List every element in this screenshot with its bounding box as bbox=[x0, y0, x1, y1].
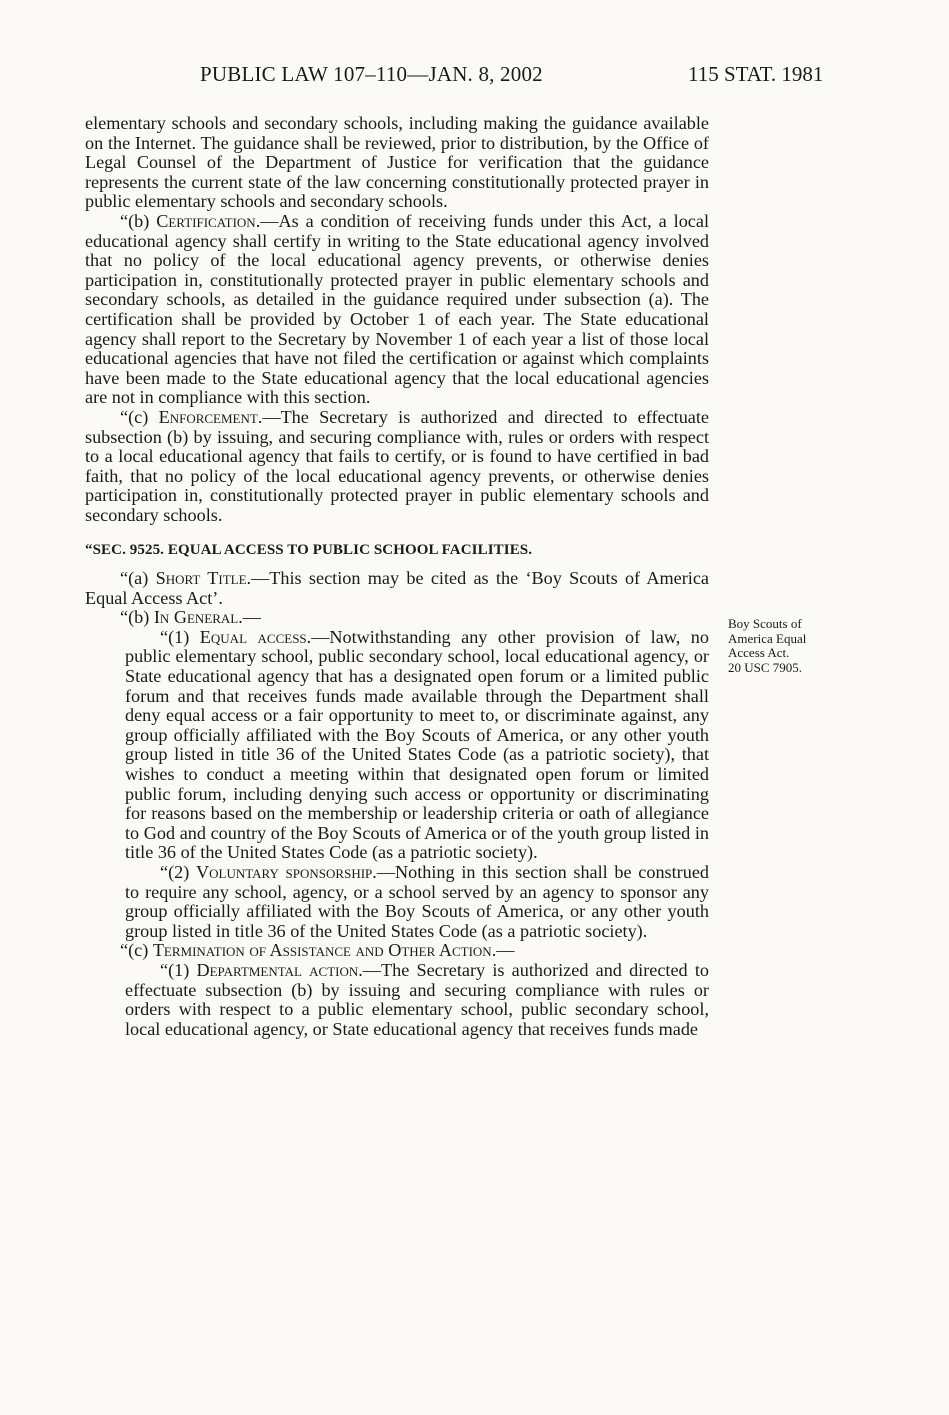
paragraph-enforcement: “(c) Enforcement.—The Secretary is authorized and directed to effectuate subsection (b) by issuing, and securing compliance with, rules or orders with respect to a local educational agency that fails to certify, or is found to have certified in bad faith, that no policy of the local educational agency prevents, or otherwise denies participation in, constitutionally protected prayer in public elementary schools and secondary schools. bbox=[85, 406, 709, 525]
subsection-heading-certification: Certification bbox=[156, 210, 256, 231]
margin-note bbox=[728, 617, 868, 675]
paragraph-in-general: “(b) In General.— bbox=[120, 607, 261, 628]
body-text-column bbox=[85, 114, 709, 1039]
paragraph-heading-equal-access: Equal access bbox=[199, 626, 307, 647]
paragraph-heading-departmental-action: Departmental action bbox=[196, 959, 359, 980]
section-heading: “SEC. 9525. EQUAL ACCESS TO PUBLIC SCHOOL FACILITIES. bbox=[85, 542, 533, 559]
paragraph-short-title: “(a) Short Title.—This section may be cited as the ‘Boy Scouts of America Equal Access Act’. bbox=[85, 568, 710, 608]
margin-note-usc-citation: 20 USC 7905. bbox=[728, 659, 803, 675]
paragraph-equal-access: “(1) Equal access.—Notwithstanding any other provision of law, no public elementary school, public secondary school, local educational agency, or State educational agency that has a designated open forum or a limited public forum and that receives funds made available through the Department shall deny equal access or a fair opportunity to meet to, or discriminate against, any group officially affiliated with the Boy Scouts of America, or any other youth group listed in title 36 of the United States Code (as a patriotic society), that wishes to conduct a meeting within that designated open forum or limited public forum, including denying such access or opportunity or discriminating for reasons based on the membership or leadership criteria or oath of allegiance to God and country of the Boy Scouts of America or of the youth group listed in title 36 of the United States Code (as a patriotic society). bbox=[125, 626, 709, 863]
subsection-heading-in-general: In General bbox=[153, 607, 239, 628]
subsection-heading-short-title: Short Title bbox=[155, 568, 247, 589]
subsection-heading-termination: Termination of Assistance and Other Action bbox=[152, 940, 492, 961]
paragraph-departmental-action: “(1) Departmental action.—The Secretary is authorized and directed to effectuate subsection (b) by issuing and securing compliance with rules or orders with respect to a public elementary school, public secondary school, local educational agency, or State educational agency that receives funds made bbox=[125, 959, 709, 1039]
margin-note-line: America Equal bbox=[728, 630, 807, 646]
paragraph-termination: “(c) Termination of Assistance and Other Action.— bbox=[120, 940, 515, 961]
paragraph-text: elementary schools and secondary schools, including making the guidance available on the Internet. The guidance shall be reviewed, prior to distribution, by the Office of Legal Counsel of the Department of Justice for verification that the guidance represents the current state of the law concerning constitutionally protected prayer in public elementary schools and secondary schools. bbox=[85, 113, 709, 212]
paragraph-certification: “(b) Certification.—As a condition of receiving funds under this Act, a local educational agency shall certify in writing to the State educational agency involved that no policy of the local educational agency prevents, or otherwise denies participation in, constitutionally protected prayer in public elementary schools and secondary schools, as detailed in the guidance required under subsection (a). The certification shall be provided by October 1 of each year. The State educational agency shall report to the Secretary by November 1 of each year a list of those local educational agencies that have not filed the certification or against which complaints have been made to the State educational agency that the local educational agencies are not in compliance with this section. bbox=[85, 210, 710, 408]
paragraph-heading-voluntary-sponsorship: Voluntary sponsorship bbox=[195, 861, 373, 882]
margin-note-line: Boy Scouts of bbox=[728, 616, 802, 631]
subsection-heading-enforcement: Enforcement bbox=[158, 406, 258, 427]
paragraph-continuation bbox=[85, 114, 709, 212]
running-head bbox=[0, 62, 949, 92]
running-head-title: PUBLIC LAW 107–110—JAN. 8, 2002 bbox=[200, 62, 543, 86]
margin-note-line: Access Act. bbox=[728, 645, 790, 660]
paragraph-voluntary-sponsorship: “(2) Voluntary sponsorship.—Nothing in this section shall be construed to require any school, agency, or a school served by an agency to sponsor any group officially affiliated with the Boy Scouts of America, or any other youth group listed in title 36 of the United States Code (as a patriotic society). bbox=[125, 861, 709, 941]
statute-page-reference: 115 STAT. 1981 bbox=[688, 62, 824, 86]
